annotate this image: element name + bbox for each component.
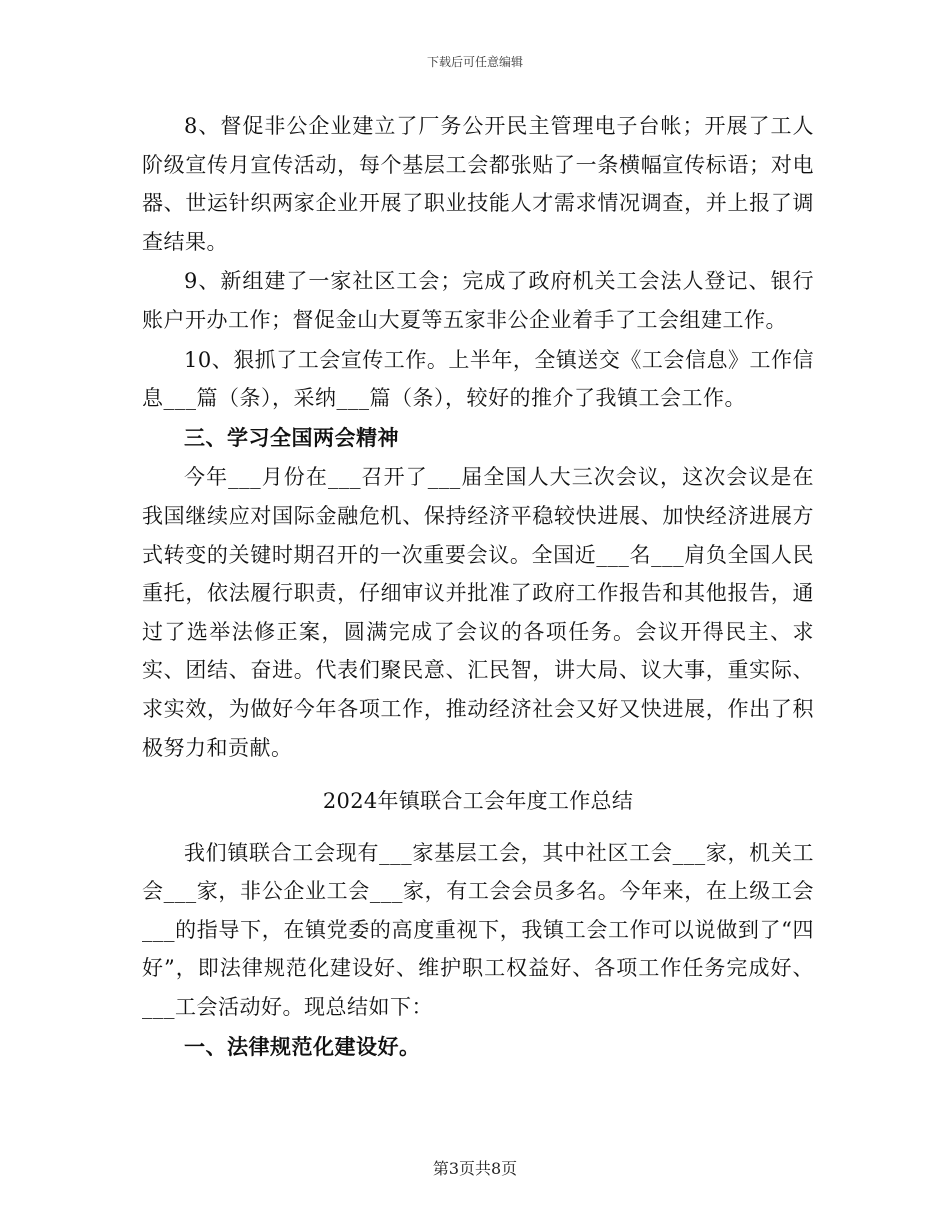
page-number: 第3页共8页 bbox=[432, 1159, 518, 1178]
paragraph-item-10: 10、狠抓了工会宣传工作。上半年，全镇送交《工会信息》工作信息___篇（条），采纳___篇（条），较好的推介了我镇工会工作。 bbox=[142, 347, 814, 411]
section-heading-1: 一、法律规范化建设好。 bbox=[184, 1033, 421, 1059]
paragraph-intro: 我们镇联合工会现有___家基层工会，其中社区工会___家，机关工会___家，非公企业工会___家，有工会会员多名。今年来，在上级工会___的指导下，在镇党委的高度重视下，我镇工会工作可以说做到了“四好”，即法律规范化建设好、维护职工权益好、各项工作任务完成好、___工会活动好。现总结如下： bbox=[142, 840, 814, 1020]
document-title: 2024年镇联合工会年度工作总结 bbox=[322, 789, 634, 814]
page-header: 下载后可任意编辑 bbox=[426, 55, 523, 69]
section-heading-3: 三、学习全国两会精神 bbox=[184, 424, 399, 450]
document-body bbox=[142, 107, 814, 1067]
paragraph-item-8: 8、督促非公企业建立了厂务公开民主管理电子台帐；开展了工人阶级宣传月宣传活动，每个基层工会都张贴了一条横幅宣传标语；对电器、世运针织两家企业开展了职业技能人才需求情况调查，并上报了调查结果。 bbox=[142, 114, 814, 254]
paragraph-two-sessions: 今年___月份在___召开了___届全国人大三次会议，这次会议是在我国继续应对国际金融危机、保持经济平稳较快进展、加快经济进展方式转变的关键时期召开的一次重要会议。全国近___名___肩负全国人民重托，依法履行职责，仔细审议并批准了政府工作报告和其他报告，通过了选举法修正案，圆满完成了会议的各项任务。会议开得民主、求实、团结、奋进。代表们聚民意、汇民智，讲大局、议大事，重实际、求实效，为做好今年各项工作，推动经济社会又好又快进展，作出了积极努力和贡献。 bbox=[142, 465, 814, 760]
paragraph-item-9: 9、新组建了一家社区工会；完成了政府机关工会法人登记、银行账户开办工作；督促金山大夏等五家非公企业着手了工会组建工作。 bbox=[142, 269, 814, 332]
